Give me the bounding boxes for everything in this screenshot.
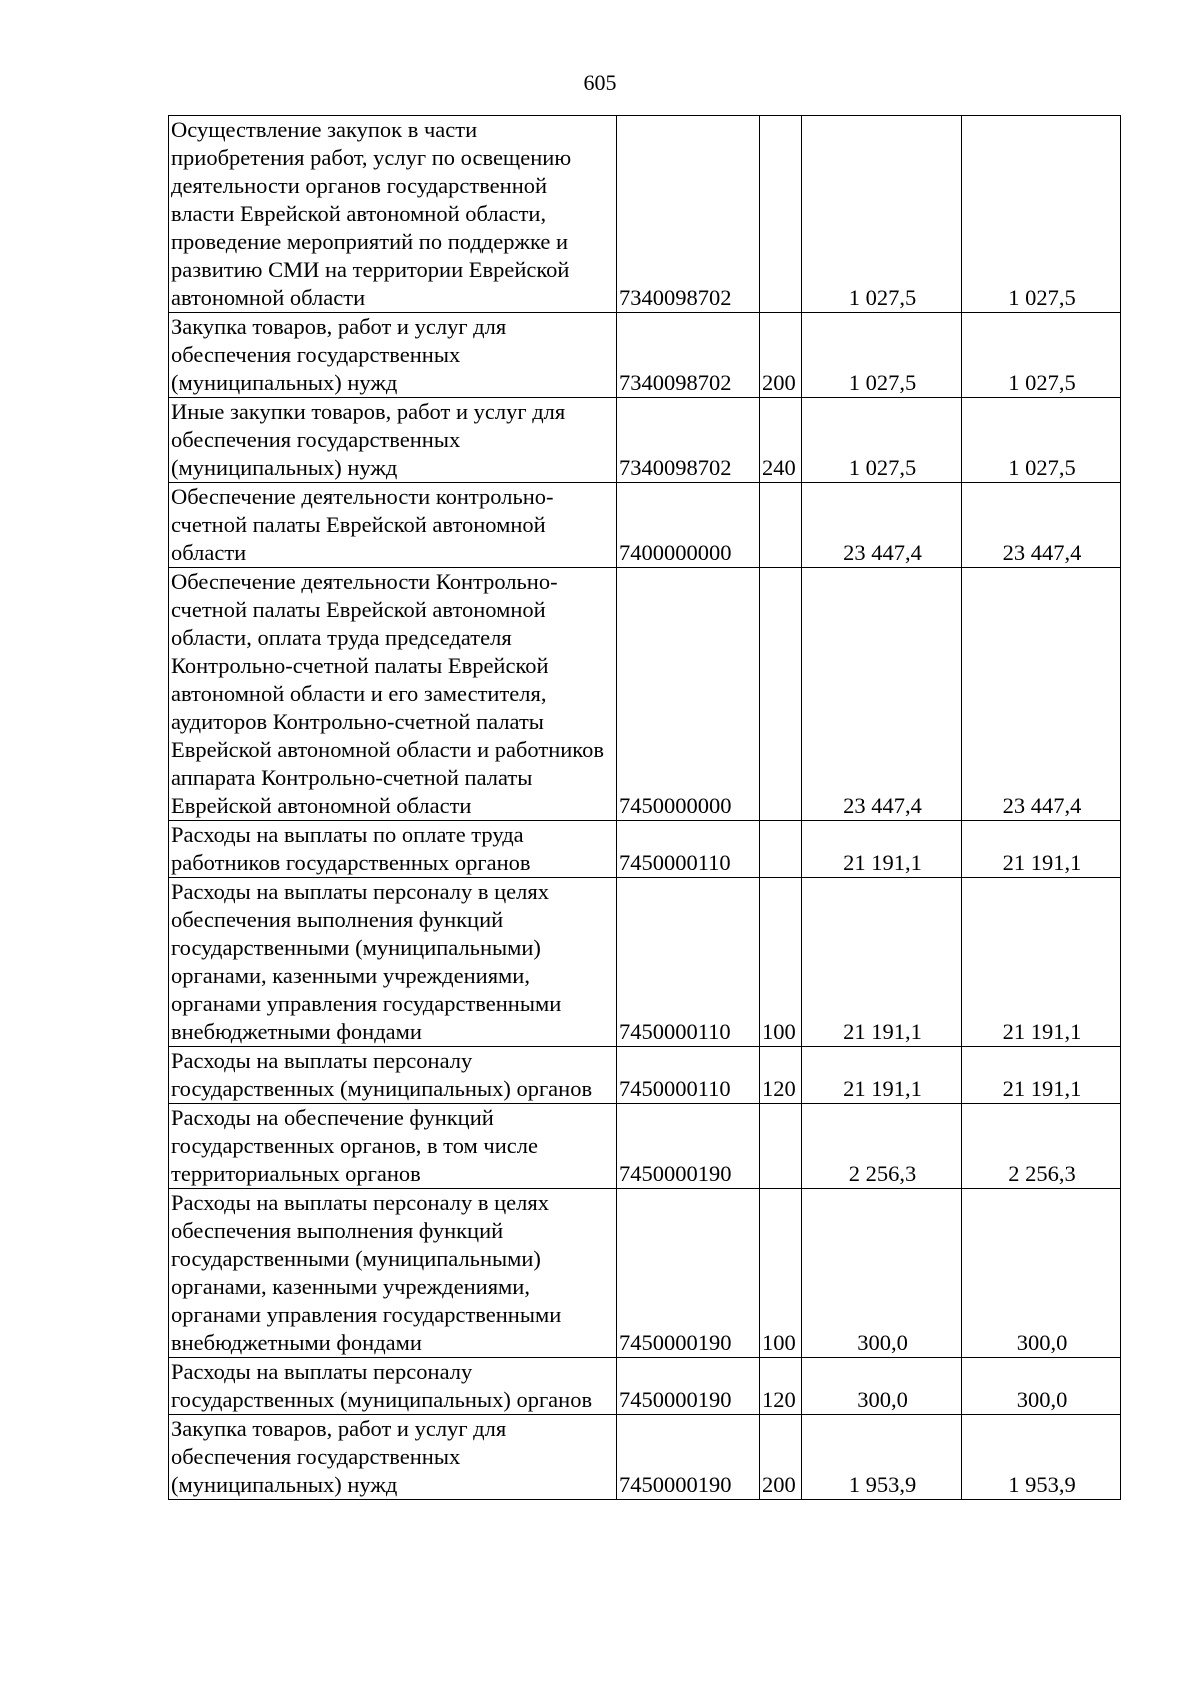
row-code: 7450000190 [617, 1415, 760, 1500]
row-code: 7400000000 [617, 483, 760, 568]
table-row [169, 1189, 1121, 1358]
row-code: 7450000110 [617, 821, 760, 878]
row-expense-type [760, 116, 802, 313]
row-code: 7450000190 [617, 1104, 760, 1189]
row-expense-type: 200 [760, 1415, 802, 1500]
row-value-1: 23 447,4 [802, 568, 962, 821]
budget-table [168, 115, 1121, 1500]
page-number: 605 [583, 70, 617, 95]
row-value-2: 1 027,5 [962, 116, 1121, 313]
row-expense-type [760, 483, 802, 568]
row-value-1: 2 256,3 [802, 1104, 962, 1189]
table-row [169, 398, 1121, 483]
table-row [169, 1047, 1121, 1104]
row-value-2: 21 191,1 [962, 821, 1121, 878]
row-expense-type [760, 821, 802, 878]
row-name: Расходы на выплаты по оплате труда работников государственных органов [169, 821, 617, 878]
row-name: Обеспечение деятельности контрольно-счетной палаты Еврейской автономной области [169, 483, 617, 568]
row-code: 7450000000 [617, 568, 760, 821]
table-row [169, 483, 1121, 568]
row-code: 7450000190 [617, 1189, 760, 1358]
row-value-1: 1 027,5 [802, 398, 962, 483]
table-row [169, 821, 1121, 878]
row-value-2: 1 027,5 [962, 398, 1121, 483]
row-value-1: 21 191,1 [802, 878, 962, 1047]
table-row [169, 1415, 1121, 1500]
row-value-1: 1 027,5 [802, 313, 962, 398]
table-row [169, 313, 1121, 398]
budget-table-body [169, 116, 1121, 1500]
row-value-2: 1 953,9 [962, 1415, 1121, 1500]
row-expense-type: 100 [760, 1189, 802, 1358]
row-name: Расходы на выплаты персоналу в целях обеспечения выполнения функций государственными (муниципальными) органами, казенными учреждениями, органами управления государственными внебюджетными фондами [169, 878, 617, 1047]
table-row [169, 1358, 1121, 1415]
table-row [169, 878, 1121, 1047]
row-name: Закупка товаров, работ и услуг для обеспечения государственных (муниципальных) нужд [169, 313, 617, 398]
row-value-1: 21 191,1 [802, 821, 962, 878]
row-code: 7450000110 [617, 878, 760, 1047]
table-row [169, 1104, 1121, 1189]
row-expense-type: 200 [760, 313, 802, 398]
row-value-2: 23 447,4 [962, 568, 1121, 821]
row-value-1: 23 447,4 [802, 483, 962, 568]
row-value-1: 1 027,5 [802, 116, 962, 313]
row-name: Обеспечение деятельности Контрольно-счетной палаты Еврейской автономной области, оплата труда председателя Контрольно-счетной палаты Еврейской автономной области и его заместителя, аудиторов Контрольно-счетной палаты Еврейской автономной области и работников аппарата Контрольно-счетной палаты Еврейской автономной области [169, 568, 617, 821]
table-row [169, 568, 1121, 821]
row-expense-type: 100 [760, 878, 802, 1047]
row-code: 7450000110 [617, 1047, 760, 1104]
row-name: Иные закупки товаров, работ и услуг для обеспечения государственных (муниципальных) нужд [169, 398, 617, 483]
row-value-2: 1 027,5 [962, 313, 1121, 398]
row-expense-type [760, 1104, 802, 1189]
row-value-2: 300,0 [962, 1189, 1121, 1358]
row-value-2: 21 191,1 [962, 1047, 1121, 1104]
row-value-1: 1 953,9 [802, 1415, 962, 1500]
row-expense-type: 240 [760, 398, 802, 483]
row-code: 7340098702 [617, 398, 760, 483]
row-value-1: 21 191,1 [802, 1047, 962, 1104]
row-value-1: 300,0 [802, 1189, 962, 1358]
row-name: Расходы на выплаты персоналу государственных (муниципальных) органов [169, 1047, 617, 1104]
row-value-2: 2 256,3 [962, 1104, 1121, 1189]
row-value-2: 21 191,1 [962, 878, 1121, 1047]
row-name: Закупка товаров, работ и услуг для обеспечения государственных (муниципальных) нужд [169, 1415, 617, 1500]
row-value-2: 300,0 [962, 1358, 1121, 1415]
row-value-1: 300,0 [802, 1358, 962, 1415]
row-expense-type [760, 568, 802, 821]
row-value-2: 23 447,4 [962, 483, 1121, 568]
row-name: Расходы на обеспечение функций государственных органов, в том числе территориальных органов [169, 1104, 617, 1189]
row-code: 7340098702 [617, 313, 760, 398]
row-expense-type: 120 [760, 1047, 802, 1104]
row-name: Осуществление закупок в части приобретения работ, услуг по освещению деятельности органов государственной власти Еврейской автономной области, проведение мероприятий по поддержке и развитию СМИ на территории Еврейской автономной области [169, 116, 617, 313]
row-expense-type: 120 [760, 1358, 802, 1415]
row-name: Расходы на выплаты персоналу в целях обеспечения выполнения функций государственными (муниципальными) органами, казенными учреждениями, органами управления государственными внебюджетными фондами [169, 1189, 617, 1358]
row-code: 7340098702 [617, 116, 760, 313]
row-name: Расходы на выплаты персоналу государственных (муниципальных) органов [169, 1358, 617, 1415]
row-code: 7450000190 [617, 1358, 760, 1415]
table-row [169, 116, 1121, 313]
